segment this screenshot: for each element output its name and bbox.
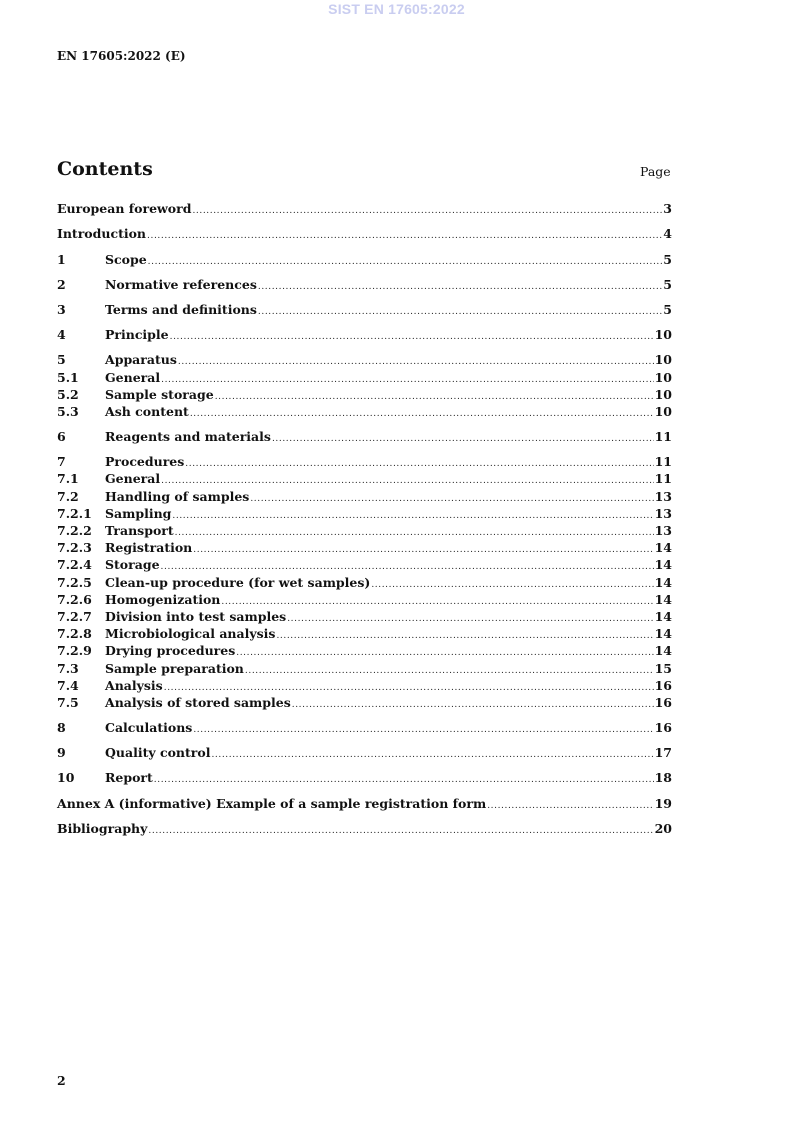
toc-entry-title: European foreword — [57, 201, 192, 216]
toc-entry[interactable] — [57, 471, 672, 487]
toc-dot-leader — [170, 329, 654, 345]
toc-entry-page: 13 — [654, 489, 672, 504]
toc-entry-page: 14 — [654, 575, 672, 590]
toc-entry-number: 7.2.9 — [57, 643, 92, 658]
toc-entry-page: 13 — [654, 523, 672, 538]
toc-entry-page: 13 — [654, 506, 672, 521]
toc-entry-number: 7.2.2 — [57, 523, 92, 538]
toc-entry-page: 4 — [663, 226, 672, 241]
toc-entry-title: Introduction — [57, 226, 147, 241]
toc-entry[interactable] — [57, 770, 672, 786]
toc-dot-leader — [172, 508, 653, 524]
toc-entry-page: 11 — [654, 429, 672, 444]
toc-entry-title: Sample preparation — [105, 661, 244, 676]
toc-dot-leader — [147, 228, 662, 244]
toc-dot-leader — [258, 304, 662, 320]
toc-dot-leader — [178, 354, 654, 370]
toc-entry-number: 3 — [57, 302, 66, 317]
toc-entry-number: 7.2.3 — [57, 540, 92, 555]
toc-dot-leader — [292, 697, 654, 713]
toc-entry-number: 7.3 — [57, 661, 79, 676]
toc-dot-leader — [193, 542, 653, 558]
toc-dot-leader — [258, 279, 662, 295]
toc-entry[interactable] — [57, 387, 672, 403]
toc-entry[interactable] — [57, 720, 672, 736]
toc-dot-leader — [161, 372, 653, 388]
toc-entry-page: 18 — [654, 770, 672, 785]
toc-dot-leader — [164, 680, 654, 696]
toc-entry-title: Storage — [105, 557, 160, 572]
toc-dot-leader — [371, 577, 653, 593]
toc-entry-page: 17 — [654, 745, 672, 760]
toc-entry-title: Report — [105, 770, 153, 785]
toc-entry-title: Bibliography — [57, 821, 148, 836]
toc-entry-number: 10 — [57, 770, 75, 785]
toc-entry-title: Registration — [105, 540, 193, 555]
toc-entry-page: 10 — [654, 327, 672, 342]
toc-dot-leader — [245, 663, 654, 679]
toc-entry[interactable] — [57, 370, 672, 386]
document-id: EN 17605:2022 (E) — [57, 49, 186, 63]
toc-entry-number: 7.4 — [57, 678, 79, 693]
toc-entry-number: 7.2.4 — [57, 557, 92, 572]
toc-entry-page: 10 — [654, 352, 672, 367]
toc-entry-title: Sampling — [105, 506, 172, 521]
toc-entry-title: Clean-up procedure (for wet samples) — [105, 575, 371, 590]
toc-entry-number: 5.2 — [57, 387, 79, 402]
toc-entry[interactable] — [57, 506, 672, 522]
toc-entry-page: 5 — [663, 302, 672, 317]
toc-entry-page: 15 — [654, 661, 672, 676]
toc-entry-number: 7.5 — [57, 695, 79, 710]
contents-title: Contents — [57, 158, 153, 180]
toc-dot-leader — [148, 254, 663, 270]
toc-entry-number: 7 — [57, 454, 66, 469]
toc-entry[interactable] — [57, 404, 672, 420]
toc-entry-number: 5.1 — [57, 370, 79, 385]
toc-entry[interactable] — [57, 745, 672, 761]
toc-entry[interactable] — [57, 540, 672, 556]
toc-entry-page: 20 — [654, 821, 672, 836]
toc-entry[interactable] — [57, 302, 672, 318]
toc-entry-page: 10 — [654, 387, 672, 402]
toc-entry-title: Division into test samples — [105, 609, 287, 624]
toc-entry[interactable] — [57, 796, 672, 812]
toc-entry-page: 3 — [663, 201, 672, 216]
toc-entry-title: Principle — [105, 327, 169, 342]
toc-dot-leader — [215, 389, 654, 405]
toc-entry[interactable] — [57, 226, 672, 242]
toc-entry-title: Scope — [105, 252, 147, 267]
footer-page-number: 2 — [57, 1073, 66, 1088]
toc-entry[interactable] — [57, 557, 672, 573]
toc-dot-leader — [148, 823, 653, 839]
watermark: SIST EN 17605:2022 — [328, 1, 465, 17]
toc-entry-number: 7.2.8 — [57, 626, 92, 641]
toc-entry-title: General — [105, 370, 161, 385]
toc-entry[interactable] — [57, 678, 672, 694]
toc-dot-leader — [236, 645, 653, 661]
toc-entry[interactable] — [57, 592, 672, 608]
toc-entry-page: 16 — [654, 695, 672, 710]
toc-entry-page: 14 — [654, 540, 672, 555]
toc-entry-number: 7.2.5 — [57, 575, 92, 590]
toc-dot-leader — [161, 559, 654, 575]
toc-entry-number: 2 — [57, 277, 66, 292]
toc-entry[interactable] — [57, 643, 672, 659]
toc-dot-leader — [221, 594, 653, 610]
toc-entry-title: Handling of samples — [105, 489, 250, 504]
toc-entry-title: Procedures — [105, 454, 185, 469]
toc-entry[interactable] — [57, 575, 672, 591]
toc-entry-title: Terms and definitions — [105, 302, 257, 317]
toc-entry-page: 5 — [663, 252, 672, 267]
toc-entry-page: 16 — [654, 720, 672, 735]
toc-dot-leader — [276, 628, 653, 644]
toc-entry-title: Normative references — [105, 277, 257, 292]
toc-entry-title: Homogenization — [105, 592, 221, 607]
toc-entry-page: 11 — [654, 454, 672, 469]
toc-dot-leader — [161, 473, 653, 489]
toc-entry-title: Annex A (informative) Example of a sample registration form — [57, 796, 487, 811]
toc-entry-title: Drying procedures — [105, 643, 236, 658]
toc-entry-number: 5 — [57, 352, 66, 367]
toc-entry-page: 5 — [663, 277, 672, 292]
toc-entry-number: 7.2.1 — [57, 506, 92, 521]
toc-dot-leader — [287, 611, 653, 627]
toc-dot-leader — [487, 798, 653, 814]
toc-entry-page: 14 — [654, 643, 672, 658]
toc-dot-leader — [272, 431, 654, 447]
toc-entry-page: 14 — [654, 609, 672, 624]
toc-entry-number: 7.2.7 — [57, 609, 92, 624]
toc-entry[interactable] — [57, 695, 672, 711]
toc-entry-title: Reagents and materials — [105, 429, 271, 444]
toc-entry-title: Sample storage — [105, 387, 214, 402]
toc-entry-page: 10 — [654, 370, 672, 385]
toc-entry[interactable] — [57, 626, 672, 642]
toc-entry-number: 7.2.6 — [57, 592, 92, 607]
toc-entry[interactable] — [57, 277, 672, 293]
toc-entry-page: 14 — [654, 557, 672, 572]
toc-entry-title: Analysis — [105, 678, 163, 693]
toc-entry-number: 1 — [57, 252, 66, 267]
toc-entry-page: 14 — [654, 592, 672, 607]
toc-entry-title: Calculations — [105, 720, 193, 735]
toc-entry-page: 10 — [654, 404, 672, 419]
toc-entry-number: 8 — [57, 720, 66, 735]
toc-entry-page: 14 — [654, 626, 672, 641]
toc-entry[interactable] — [57, 489, 672, 505]
toc-entry[interactable] — [57, 523, 672, 539]
toc-entry-number: 4 — [57, 327, 66, 342]
toc-entry-title: Transport — [105, 523, 174, 538]
toc-dot-leader — [154, 772, 654, 788]
toc-entry-number: 7.2 — [57, 489, 79, 504]
toc-entry[interactable] — [57, 201, 672, 217]
toc-entry[interactable] — [57, 454, 672, 470]
toc-entry-title: Quality control — [105, 745, 211, 760]
toc-entry[interactable] — [57, 429, 672, 445]
toc-entry-title: Microbiological analysis — [105, 626, 276, 641]
toc-entry-number: 6 — [57, 429, 66, 444]
toc-entry[interactable] — [57, 352, 672, 368]
toc-entry-title: Analysis of stored samples — [105, 695, 291, 710]
toc-dot-leader — [190, 406, 654, 422]
toc-entry[interactable] — [57, 609, 672, 625]
toc-entry-page: 19 — [654, 796, 672, 811]
toc-entry[interactable] — [57, 661, 672, 677]
toc-entry-number: 9 — [57, 745, 66, 760]
toc-dot-leader — [185, 456, 653, 472]
toc-entry-number: 7.1 — [57, 471, 79, 486]
toc-dot-leader — [192, 203, 662, 219]
toc-entry[interactable] — [57, 327, 672, 343]
toc-entry-page: 11 — [654, 471, 672, 486]
toc-dot-leader — [211, 747, 653, 763]
page-column-label: Page — [640, 164, 671, 179]
toc-entry-page: 16 — [654, 678, 672, 693]
toc-dot-leader — [250, 491, 653, 507]
toc-dot-leader — [175, 525, 654, 541]
toc-entry-title: Ash content — [105, 404, 189, 419]
toc-entry-number: 5.3 — [57, 404, 79, 419]
toc-dot-leader — [193, 722, 653, 738]
toc-entry-title: Apparatus — [105, 352, 177, 367]
toc-entry-title: General — [105, 471, 161, 486]
toc-entry[interactable] — [57, 252, 672, 268]
toc-entry[interactable] — [57, 821, 672, 837]
